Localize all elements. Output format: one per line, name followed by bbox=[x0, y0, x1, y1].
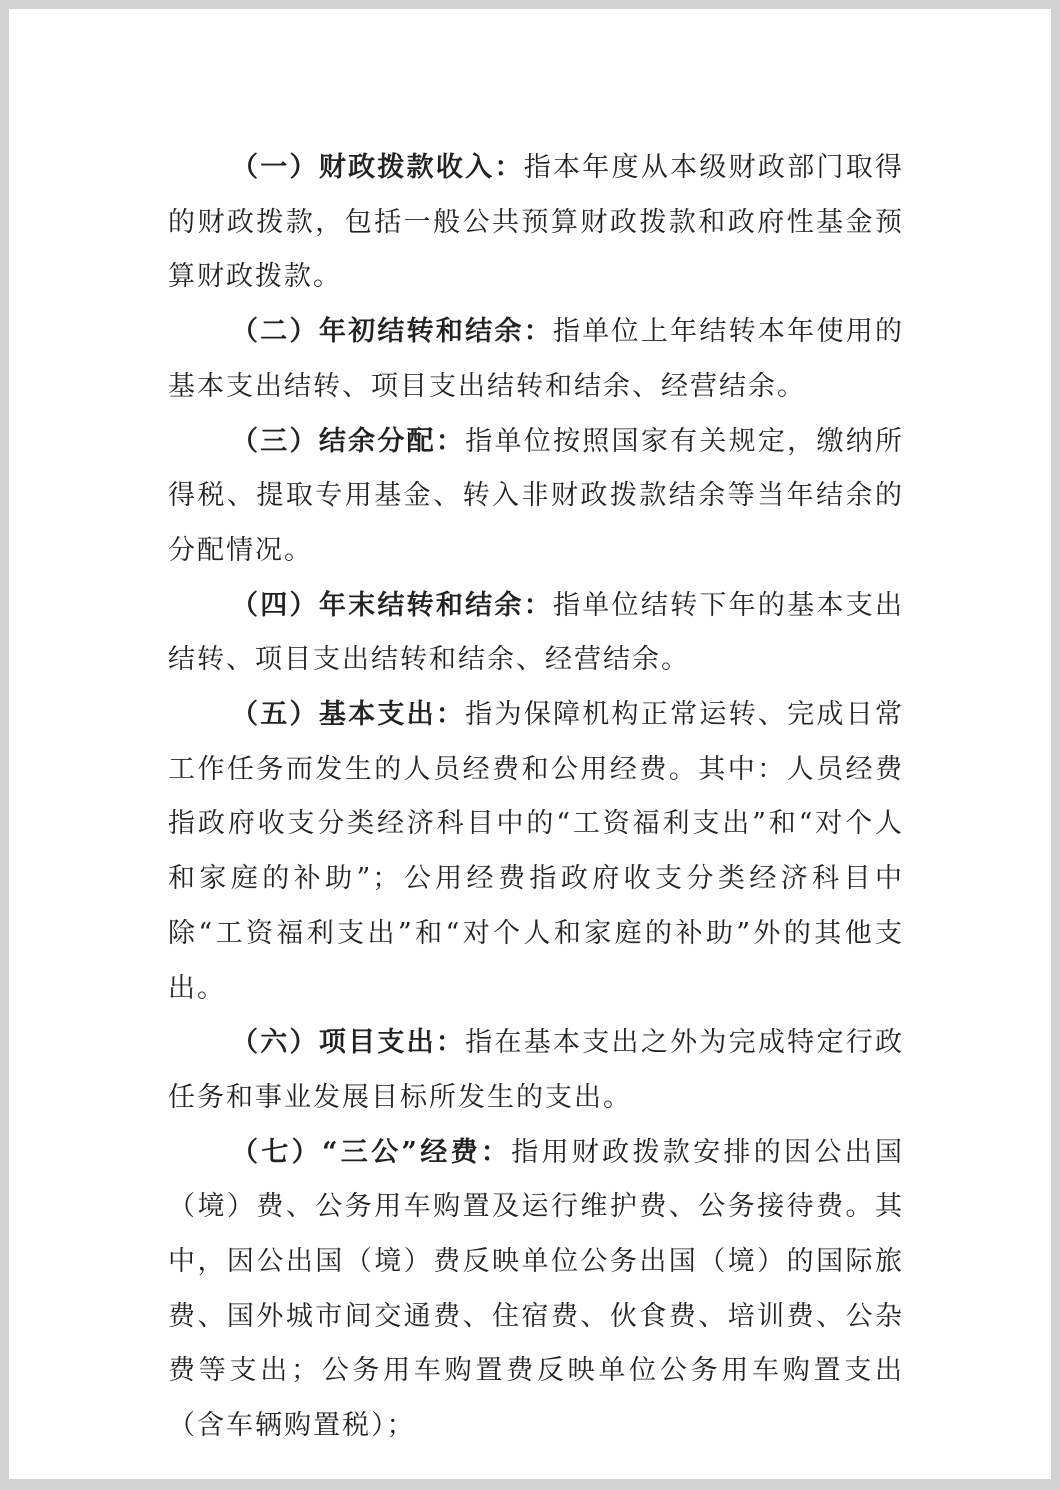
term-definition: 指单位上年结转本年使用的基本支出结转、项目支出结转和结余、经营结余。 bbox=[168, 316, 904, 402]
term-heading: （五）基本支出： bbox=[231, 699, 466, 731]
paragraph-closing-carryover bbox=[168, 579, 904, 688]
term-definition: 指在基本支出之外为完成特定行政任务和事业发展目标所发生的支出。 bbox=[168, 1027, 905, 1113]
term-heading: （三）结余分配： bbox=[231, 425, 466, 457]
term-heading: （二）年初结转和结余： bbox=[231, 316, 553, 348]
term-heading: （一）财政拨款收入： bbox=[231, 152, 524, 183]
term-heading: （四）年末结转和结余： bbox=[231, 589, 553, 621]
term-definition: 指单位结转下年的基本支出结转、项目支出结转和结余、经营结余。 bbox=[168, 589, 904, 676]
term-definition: 指用财政拨款安排的因公出国（境）费、公务用车购置及运行维护费、公务接待费。其中，因公出国（境）费反映单位公务出国（境）的国际旅费、国外城市间交通费、住宿费、伙食费、培训费、公杂费等支出；公务用车购置费反映单位公务用车购置支出（含车辆购置税）； bbox=[168, 1136, 905, 1442]
term-definition: 指为保障机构正常运转、完成日常工作任务而发生的人员经费和公用经费。其中：人员经费指政府收支分类经济科目中的“工资福利支出”和“对个人和家庭的补助”；公用经费指政府收支分类经济科目中除“工资福利支出”和“对个人和家庭的补助”外的其他支出。 bbox=[168, 699, 905, 1004]
paragraph-fiscal-appropriation-income bbox=[168, 141, 904, 305]
paragraph-opening-carryover bbox=[168, 305, 904, 414]
paragraph-basic-expenditure bbox=[168, 688, 904, 1016]
term-heading: （六）项目支出： bbox=[231, 1027, 466, 1059]
paragraph-three-public-expenses bbox=[168, 1126, 904, 1454]
paragraph-surplus-distribution bbox=[168, 415, 904, 579]
document-body bbox=[168, 141, 904, 1454]
term-definition: 指单位按照国家有关规定，缴纳所得税、提取专用基金、转入非财政拨款结余等当年结余的分配情况。 bbox=[168, 425, 905, 566]
term-heading: （七）“三公”经费： bbox=[231, 1136, 512, 1168]
paragraph-project-expenditure bbox=[168, 1016, 904, 1125]
term-definition: 指本年度从本级财政部门取得的财政拨款，包括一般公共预算财政拨款和政府性基金预算财政拨款。 bbox=[168, 152, 905, 293]
document-page bbox=[9, 9, 1051, 1479]
